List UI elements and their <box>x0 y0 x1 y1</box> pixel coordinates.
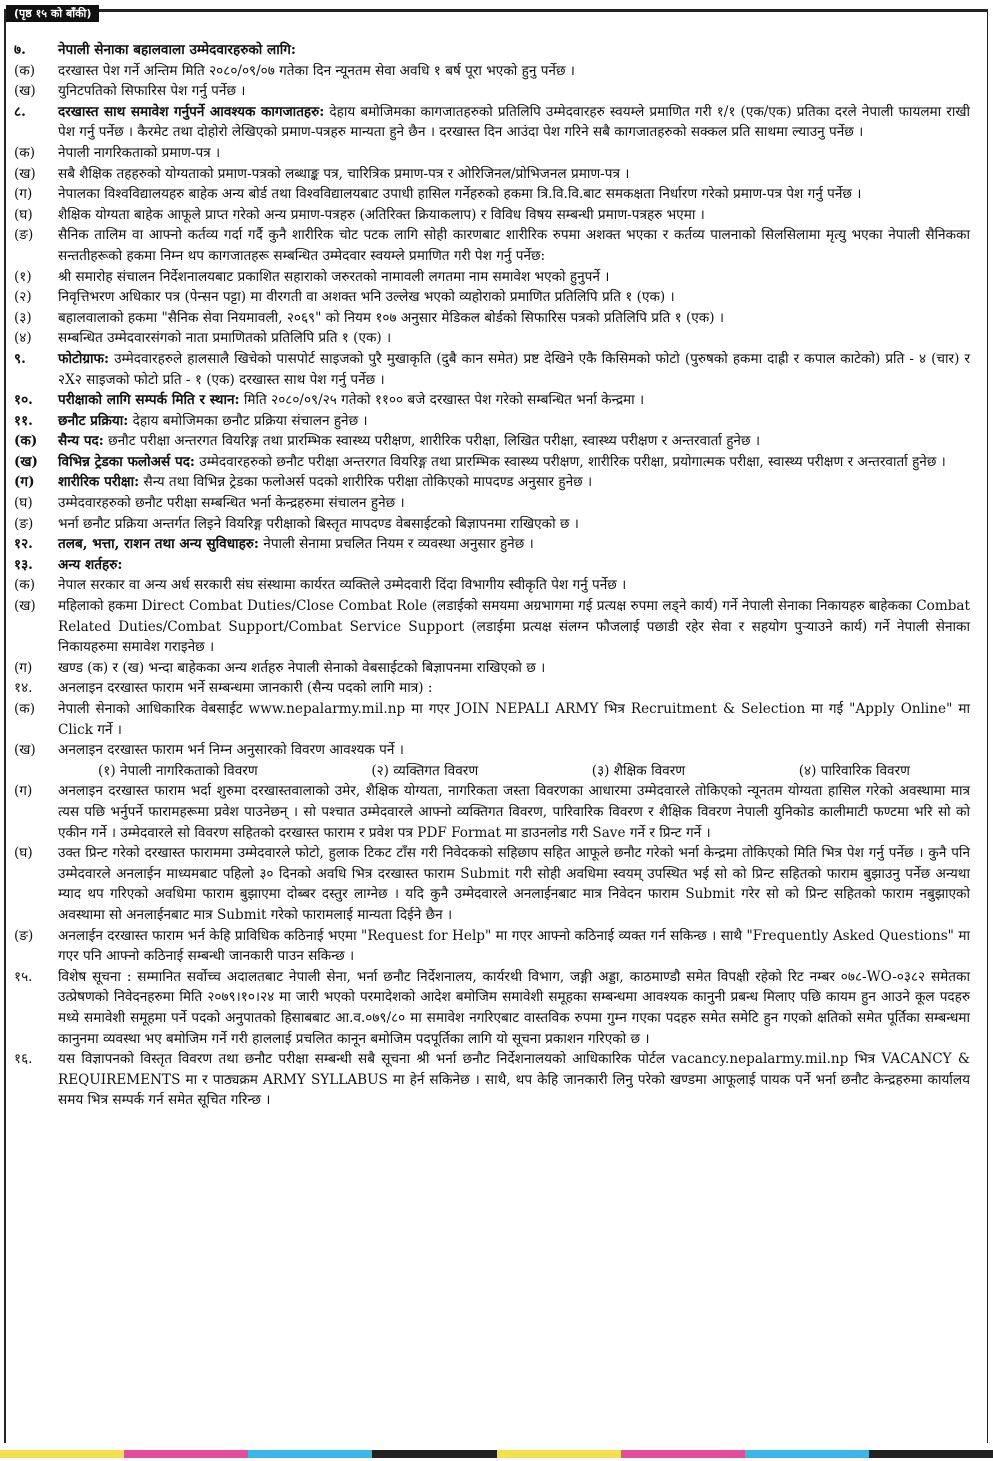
item-text <box>58 781 970 843</box>
item-body: देहाय बमोजिमका छनौट प्रक्रिया संचालन हुनेछ । <box>128 412 368 429</box>
notice-item <box>14 61 970 82</box>
item-text <box>58 287 970 308</box>
item-text <box>58 164 970 185</box>
notice-item <box>14 472 970 493</box>
item-body: अनलाइन दरखास्त फाराम भर्न निम्न अनुसारको विवरण आवश्यक पर्ने । <box>58 742 404 759</box>
item-text <box>58 926 970 967</box>
item-body: अनलाइन दरखास्त फाराम भर्ने सम्बन्धमा जानकारी (सैन्य पदको लागि मात्र) : <box>58 680 433 697</box>
item-body: दरखास्त पेश गर्ने अन्तिम मिति २०८०/०९/०७ गतेका दिन न्यूनतम सेवा अवधि १ बर्ष पूरा भएको हुनु पर्नेछ । <box>58 62 575 79</box>
color-swatch <box>124 1450 248 1458</box>
item-text <box>58 596 970 658</box>
item-heading: दरखास्त साथ समावेश गर्नुपर्ने आवश्यक कागजातहरु: <box>58 103 325 120</box>
item-text <box>58 534 970 555</box>
item-text <box>58 699 970 740</box>
item-body: उक्त प्रिन्ट गरेको दरखास्त फाराममा उम्मेदवारले फोटो, हुलाक टिकट टाँस गरी निवेदकको सहिछाप सहित आफूले छनौट गरेको भर्ना केन्द्रमा तोकिएको मिति भित्र पेश गर्नु पर्नेछ । कुनै पनि उम्मेदवारले अनलाईन माध्यमबाट पहिलो ३० दिनको अवधि भित्र दरखास्त फाराम Submit गरी सोही अवधिमा स्वयम् उपस्थित भई सो को प्रिन्ट सहितको फाराम बुझाउनु पर्नेछ अन्यथा म्याद थप गरिएको अवधिमा फाराम बुझाएमा दोब्बर दस्तुर लाग्नेछ । यदि कुनै उम्मेदवारले अनलाईनबाट मात्र निवेदन फाराम Submit गरेर सो को प्रिन्ट सहितको फाराम नबुझाएको अवस्थामा सो अनलाईनबाट मात्र Submit गरेको फारामलाई मान्यता दिईने छैन । <box>58 845 970 923</box>
notice-item <box>14 81 970 102</box>
item-text <box>58 61 970 82</box>
item-number: (ग) <box>14 186 33 203</box>
item-heading: फोटोग्राफ: <box>58 350 110 367</box>
item-text <box>58 843 970 925</box>
item-heading: तलब, भत्ता, राशन तथा अन्य सुविधाहरु: <box>58 536 259 553</box>
item-body: सम्बन्धित उम्मेदवारसंगको नाता प्रमाणितको प्रतिलिपि प्रति १ (एक) । <box>58 330 392 347</box>
item-text <box>58 308 970 329</box>
color-bar <box>0 1450 993 1458</box>
right-rule <box>987 9 988 1443</box>
item-heading: अन्य शर्तहरु: <box>58 556 123 573</box>
item-body: नेपालका विश्वविद्यालयहरु बाहेक अन्य बोर्ड तथा विश्वविद्यालयबाट उपाधी हासिल गर्नेहरुको हकमा त्रि.वि.वि.बाट समकक्षता निर्धारण गरेको प्रमाण-पत्र पेश गर्नु पर्नेछ । <box>58 186 862 203</box>
item-number: (ख) <box>14 742 36 759</box>
item-text <box>58 678 970 699</box>
color-swatch <box>745 1450 869 1458</box>
item-number: (ख) <box>14 83 36 100</box>
notice-item <box>14 40 970 61</box>
item-number: (१) <box>14 268 32 285</box>
item-text <box>58 575 970 596</box>
notice-item <box>14 1049 970 1111</box>
item-number: (घ) <box>14 206 33 223</box>
item-text <box>58 225 970 266</box>
notice-item <box>14 555 970 576</box>
item-number: (घ) <box>14 495 33 512</box>
notice-item <box>14 225 970 266</box>
item-number: १०. <box>14 392 33 409</box>
item-text <box>58 267 970 288</box>
notice-item <box>14 781 970 843</box>
item-text <box>58 555 970 576</box>
item-number: (३) <box>14 309 32 326</box>
notice-item <box>14 596 970 658</box>
notice-item <box>14 390 970 411</box>
notice-item <box>14 534 970 555</box>
color-swatch <box>372 1450 496 1458</box>
item-text <box>58 514 970 535</box>
item-body: उम्मेदवारहरुको छनौट परीक्षा अन्तरगत वियरिङ्ग तथा प्रारम्भिक स्वास्थ्य परीक्षण, शारीरिक परीक्षा, प्रयोगात्मक परीक्षा, स्वास्थ्य परीक्षण र अन्तरवार्ता हुनेछ । <box>194 453 946 470</box>
item-number: १३. <box>14 556 33 573</box>
item-text <box>58 1049 970 1111</box>
item-text <box>58 472 970 493</box>
notice-item <box>14 287 970 308</box>
item-text <box>58 349 970 390</box>
item-body: यस विज्ञापनको विस्तृत विवरण तथा छनौट परीक्षा सम्बन्धी सबै सूचना श्री भर्ना छनौट निर्देशनालयको आधिकारिक पोर्टल vacancy.nepalarmy.mil.np भित्र VACANCY & REQUIREMENTS मा र पाठ्यक्रम ARMY SYLLABUS मा हेर्न सकिनेछ । साथै, थप केहि जानकारी लिनु परेको खण्डमा आफूलाई पायक पर्ने भर्ना छनौट केन्द्रहरुमा कार्यालय समय भित्र सम्पर्क गर्न समेत सूचित गरिन्छ । <box>58 1051 970 1109</box>
item-number: (ङ) <box>14 927 34 944</box>
item-text <box>58 184 970 205</box>
notice-item <box>14 740 970 761</box>
notice-item <box>14 926 970 967</box>
item-heading: परीक्षाको लागि सम्पर्क मिति र स्थान: <box>58 392 240 409</box>
item-body: नेपाली सेनामा प्रचलित नियम र व्यवस्था अनुसार हुनेछ । <box>258 536 534 553</box>
notice-item <box>14 514 970 535</box>
item-body: नेपाल सरकार वा अन्य अर्ध सरकारी संघ संस्थामा कार्यरत व्यक्तिले उम्मेदवारी दिंदा विभागीय स्वीकृति पेश गर्नु पर्नेछ । <box>58 577 627 594</box>
item-number: १२. <box>14 536 33 553</box>
item-number: (क) <box>14 62 36 79</box>
item-heading: नेपाली सेनाका बहालवाला उम्मेदवारहरुको लागि: <box>58 42 296 58</box>
item-number: (क) <box>14 577 36 594</box>
item-body: बहालवालाको हकमा "सैनिक सेवा नियमावली, २०६९" को नियम १०७ अनुसार मेडिकल बोर्डको सिफारिस पत्रको प्रतिलिपि प्रति १ (एक) । <box>58 309 725 326</box>
item-number: ७. <box>14 42 26 58</box>
item-number: (ङ) <box>14 515 34 532</box>
notice-item <box>14 843 970 925</box>
notice-item <box>14 267 970 288</box>
notice-item <box>14 431 970 452</box>
continued-from-tag: (पृष्ठ १५ को बाँकी) <box>6 5 99 22</box>
item-number: (क) <box>14 144 36 161</box>
item-number: (ग) <box>14 783 33 800</box>
item-text <box>58 102 970 143</box>
item-text <box>58 967 970 1049</box>
item-number: (ग) <box>14 659 33 676</box>
item-body: सबै शैक्षिक तहहरुको योग्यताको प्रमाण-पत्रको लब्धाङ्क पत्र, चारित्रिक प्रमाण-पत्र र ओरिजिनल/प्रोभिजनल प्रमाण-पत्र । <box>58 165 630 182</box>
required-detail: (२) व्यक्तिगत विवरण <box>371 762 479 779</box>
item-body: भर्ना छनौट प्रक्रिया अन्तर्गत लिइने वियरिङ्ग परीक्षाको बिस्तृत मापदण्ड वेबसाईटको बिज्ञापनमा राखिएको छ । <box>58 515 579 532</box>
item-text <box>58 740 970 761</box>
notice-item <box>14 349 970 390</box>
item-body: खण्ड (क) र (ख) भन्दा बाहेकका अन्य शर्तहरु नेपाली सेनाको वेबसाईटको बिज्ञापनमा राखिएको छ । <box>58 659 546 676</box>
item-body: नेपाली सेनाको आधिकारिक वेबसाईट www.nepalarmy.mil.np मा गएर JOIN NEPALI ARMY भित्र Recruitment & Selection मा गई "Apply Online" मा Click गर्ने । <box>58 701 970 738</box>
item-number: १५. <box>14 968 33 985</box>
required-detail: (१) नेपाली नागरिकताको विवरण <box>98 762 258 779</box>
item-number: (ङ) <box>14 227 34 244</box>
item-body: छनौट परीक्षा अन्तरगत वियरिङ्ग तथा प्रारम्भिक स्वास्थ्य परीक्षण, शारीरिक परीक्षा, लिखित परीक्षा, स्वास्थ्य परीक्षण र अन्तरवार्ता हुनेछ । <box>103 433 760 450</box>
item-number: ९. <box>14 350 26 367</box>
item-number: ८. <box>14 103 26 120</box>
item-body: युनिटपतिको सिफारिस पेश गर्नु पर्नेछ । <box>58 83 246 100</box>
item-text <box>58 390 970 411</box>
item-text <box>58 328 970 349</box>
notice-item <box>14 308 970 329</box>
item-text <box>58 452 970 473</box>
item-body: सैन्य तथा विभिन्न ट्रेडका फलोअर्स पदको शारीरिक परीक्षा तोकिएको मापदण्ड अनुसार हुनेछ । <box>139 474 593 491</box>
color-swatch <box>248 1450 372 1458</box>
color-swatch <box>621 1450 745 1458</box>
item-number: (ख) <box>14 165 36 182</box>
item-text <box>58 40 970 61</box>
item-heading: शारीरिक परीक्षा: <box>58 474 140 491</box>
item-body: अनलाईन दरखास्त फाराम भर्न केहि प्राविधिक कठिनाई भएमा "Request for Help" मा गएर आफ्नो कठिनाई व्यक्त गर्न सकिन्छ । साथै "Frequently Asked Questions" मा गएर पनि आफ्नो कठिनाई सम्बन्धी जानकारी पाउन सकिन्छ । <box>58 927 970 965</box>
notice-item <box>14 411 970 432</box>
notice-item <box>14 967 970 1049</box>
item-body: अनलाइन दरखास्त फाराम भर्दा शुरुमा दरखास्तवालाको उमेर, शैक्षिक योग्यता, नागरिकता जस्ता विवरणका आधारमा उम्मेदवारले तोकिएको न्यूनतम योग्यता हासिल गरेको अवस्थामा मात्र त्यस पछि भर्नुपर्ने फारामहरूमा प्रवेश पाउनेछन् । सो पश्चात उम्मेदवारले आफ्नो व्यक्तिगत विवरण, पारिवारिक विवरण र शैक्षिक विवरण नेपाली युनिकोड कालीमाटी फण्टमा भरि सो को एकीन गर्ने । उम्मेदवारले सो विवरण सहितको दरखास्त फाराम र प्रवेश पत्र PDF Format मा डाउनलोड गरी Save गर्ने र प्रिन्ट गर्ने । <box>58 783 970 841</box>
item-body: देहाय बमोजिमका कागजातहरुको प्रतिलिपि उम्मेदवारहरु स्वयम्ले प्रमाणित गरी १/१ (एक/एक) प्रतिका दरले नेपाली फायलमा राखी पेश गर्नु पर्नेछ । कैरमेट तथा दोहोरो लेखिएको प्रमाण-पत्रहरु मान्यता हुने छैन । दरखास्त दिन आउंदा पेश गरिने सबै कागजातहरुको सक्कल प्रति साथमा ल्याउनु पर्नेछ । <box>58 103 971 141</box>
item-heading: विभिन्न ट्रेडका फलोअर्स पद: <box>58 453 195 470</box>
item-text <box>58 81 970 102</box>
color-swatch <box>869 1450 993 1458</box>
item-number: (क) <box>14 701 36 717</box>
top-rule <box>4 9 988 12</box>
color-swatch <box>0 1450 124 1458</box>
item-text <box>58 658 970 679</box>
notice-item <box>14 102 970 143</box>
item-body: शैक्षिक योग्यता बाहेक आफूले प्राप्त गरेको अन्य प्रमाण-पत्रहरु (अतिरिक्त क्रियाकलाप) र विविध विषय सम्बन्धी प्रमाण-पत्रहरु भएमा । <box>58 206 705 223</box>
notice-item <box>14 452 970 473</box>
notice-item <box>14 678 970 699</box>
item-body: श्री समारोह संचालन निर्देशनालयबाट प्रकाशित सहाराको जरुरतको नामावली लगतमा नाम समावेश भएको हुनुपर्ने । <box>58 268 610 285</box>
item-number: ११. <box>14 412 33 429</box>
item-body: उम्मेदवारहरुले हालसालै खिचेको पासपोर्ट साइजको पुरै मुखाकृति (दुबै कान समेत) प्रष्ट देखिने एकै किसिमको फोटो (पुरुषको हकमा दाह्री र कपाल काटेको) प्रति - ४ (चार) र २X२ साइजको फोटो प्रति - १ (एक) दरखास्त साथ पेश गर्नु पर्नेछ । <box>58 350 970 388</box>
item-body: नेपाली नागरिकताको प्रमाण-पत्र । <box>58 144 221 161</box>
item-text <box>58 411 970 432</box>
notice-item <box>14 143 970 164</box>
item-body: महिलाको हकमा Direct Combat Duties/Close Combat Role (लडाईको समयमा अग्रभागमा गई प्रत्यक्ष रुपमा लड्ने कार्य) गर्ने नेपाली सेनाका निकायहरु बाहेकका Combat Related Duties/Combat Support/Combat Service Support (लडाईमा प्रत्यक्ष संलग्न फौजलाई पछाडी रहेर सेवा र सहयोग पुर्‍याउने कार्य) गर्ने नेपाली सेनाका निकायहरुमा समावेश गराइनेछ । <box>58 598 970 656</box>
notice-item <box>14 658 970 679</box>
item-number: (ख) <box>14 453 38 470</box>
notice-item <box>14 164 970 185</box>
item-text <box>58 493 970 514</box>
item-body: विशेष सूचना : सम्मानित सर्वोच्च अदालतबाट नेपाली सेना, भर्ना छनौट निर्देशनालय, कार्यरथी विभाग, जङ्गी अड्डा, काठमाण्डौ समेत विपक्षी रहेको रिट नम्बर ०७८-WO-०३८२ समेतका उत्प्रेषणको निवेदनहरुमा मिति २०७९।१०।२४ मा जारी भएको परमादेशको आदेश बमोजिम समावेशी समूहका सम्बन्धमा आवश्यक कानुनी प्रबन्ध मिलाए पछि कायम हुन आउने कूल पदहरु मध्ये समावेशी समूहमा पर्ने पदको अनुपातको हिसाबबाट आ.व.०७९/८० मा समावेश नगरिएबाट वास्तविक रुपमा गुम्न गएका पदहरु समेत समेटि हुन गएको क्षतिको समेत पूर्तिका सम्बन्धमा कानुनमा व्यवस्था भए बमोजिम गर्ने गरी हाललाई प्रचलित कानून बमोजिम पदपूर्तिका लागि यो सूचना प्रकाशन गरिएको छ । <box>58 968 971 1047</box>
item-heading: छनौट प्रक्रिया: <box>58 412 129 429</box>
notice-item <box>14 205 970 226</box>
item-number: (४) <box>14 330 32 347</box>
notice-item <box>14 575 970 596</box>
item-text <box>58 205 970 226</box>
item-number: (ख) <box>14 598 36 615</box>
item-body: उम्मेदवारहरुको छनौट परीक्षा सम्बन्धित भर्ना केन्द्रहरुमा संचालन हुनेछ । <box>58 495 405 512</box>
required-detail: (४) पारिवारिक विवरण <box>798 762 910 779</box>
required-detail: (३) शैक्षिक विवरण <box>591 762 686 779</box>
item-number: (क) <box>14 433 38 450</box>
item-body: सैनिक तालिम वा आफ्नो कर्तव्य गर्दा गर्दै कुनै शारीरिक चोट पटक लागि सोही कारणबाट शारीरिक रुपमा अशक्त भएका र कर्तव्य पालनाको सिलसिलामा मृत्यु भएका नेपाली सैनिकका सन्ततीहरूको हकमा निम्न थप कागजातहरू सम्बन्धित उम्मेदवार स्वयम्ले प्रमाणित गरी पेश गर्नु पर्नेछ: <box>58 227 970 264</box>
notice-item <box>14 699 970 740</box>
item-number: १४. <box>14 680 33 697</box>
notice-body <box>14 40 970 1111</box>
notice-item <box>14 184 970 205</box>
item-heading: सैन्य पद: <box>58 433 104 450</box>
required-details-list <box>14 761 970 782</box>
item-number: (२) <box>14 289 32 306</box>
left-rule <box>4 9 6 1443</box>
item-body: निवृत्तिभरण अधिकार पत्र (पेन्सन पट्टा) मा वीरगती वा अशक्त भनि उल्लेख भएको व्यहोराको प्रमाणित प्रतिलिपि प्रति १ (एक) । <box>58 289 675 306</box>
item-number: १६. <box>14 1051 33 1068</box>
item-number: (ग) <box>14 474 35 491</box>
notice-item <box>14 493 970 514</box>
color-swatch <box>497 1450 621 1458</box>
item-number: (घ) <box>14 845 33 862</box>
notice-item <box>14 328 970 349</box>
item-text <box>58 431 970 452</box>
item-body: मिति २०८०/०९/२५ गतेको ११०० बजे दरखास्त पेश गरेको सम्बन्धित भर्ना केन्द्रमा । <box>239 392 645 409</box>
item-text <box>58 143 970 164</box>
